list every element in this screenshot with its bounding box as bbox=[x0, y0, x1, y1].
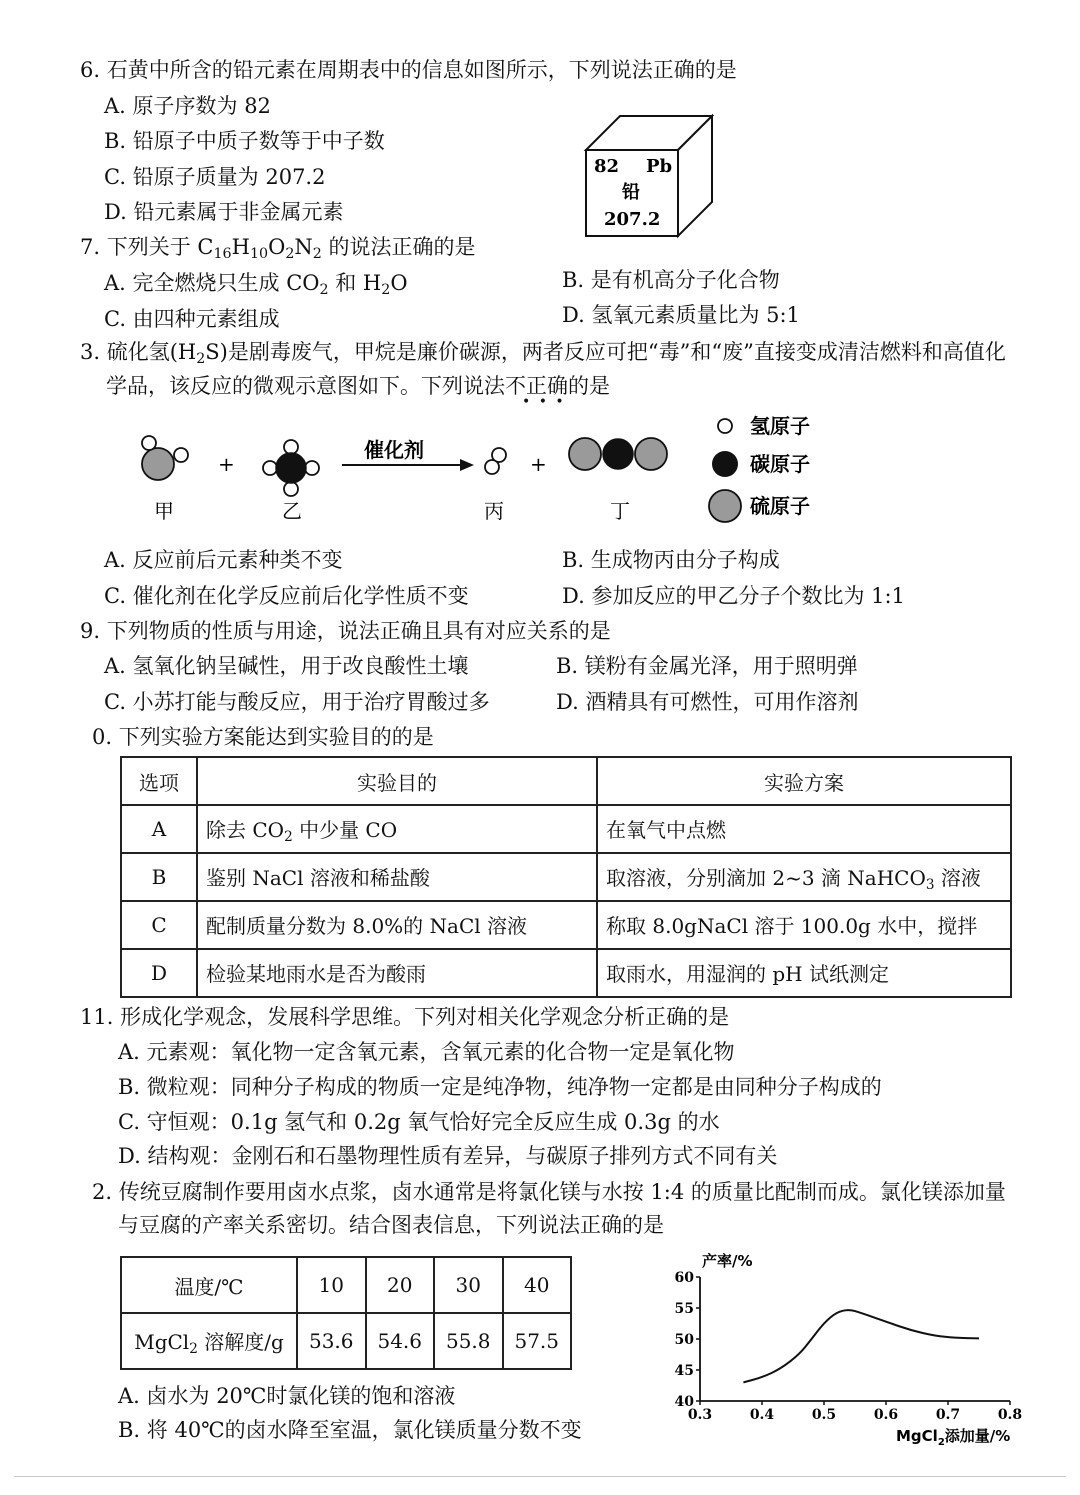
table-row-temperature bbox=[121, 1257, 571, 1313]
table-row bbox=[121, 805, 1011, 853]
table-row bbox=[121, 901, 1011, 949]
q7-option-a: A. 完全燃烧只生成 $CO_2$ 和 $H_2O$ bbox=[104, 271, 408, 298]
table-row bbox=[121, 853, 1011, 901]
temperature-cell: 10 bbox=[297, 1257, 366, 1313]
atom-legend bbox=[700, 405, 850, 530]
q6-stem: 6. 石黄中所含的铅元素在周期表中的信息如图所示，下列说法正确的是 bbox=[80, 58, 737, 82]
q11-option-d: D. 结构观：金刚石和石墨物理性质有差异，与碳原子排列方式不同有关 bbox=[118, 1144, 778, 1168]
q12-option-b: B. 将 40℃的卤水降至室温，氯化镁质量分数不变 bbox=[118, 1418, 582, 1442]
temperature-cell: 40 bbox=[503, 1257, 572, 1313]
q8-option-d: D. 参加反应的甲乙分子个数比为 1:1 bbox=[562, 584, 905, 608]
x-tick-label: 0.3 bbox=[687, 1407, 713, 1423]
molecule-yi bbox=[263, 440, 319, 496]
element-number: 82 bbox=[594, 156, 620, 177]
temperature-cell: 20 bbox=[366, 1257, 435, 1313]
element-name: 铅 bbox=[622, 182, 640, 203]
q8-option-a: A. 反应前后元素种类不变 bbox=[104, 548, 343, 572]
q10-stem: 0. 下列实验方案能达到实验目的的是 bbox=[92, 725, 434, 749]
q6-option-b: B. 铅原子中质子数等于中子数 bbox=[104, 129, 385, 153]
q9-option-b: B. 镁粉有金属光泽，用于照明弹 bbox=[556, 654, 858, 678]
q11-stem: 11. 形成化学观念，发展科学思维。下列对相关化学观念分析正确的是 bbox=[80, 1005, 730, 1029]
reaction-diagram bbox=[130, 405, 690, 530]
solubility-cell: 53.6 bbox=[297, 1313, 366, 1369]
row-aim: 检验某地雨水是否为酸雨 bbox=[197, 949, 597, 997]
element-mass: 207.2 bbox=[604, 209, 661, 230]
yield-series-line bbox=[743, 1310, 979, 1382]
plus-sign-1: + bbox=[218, 452, 235, 476]
table-header-row bbox=[121, 757, 1011, 805]
molecule-jia bbox=[142, 436, 188, 480]
x-tick-label: 0.5 bbox=[811, 1407, 837, 1423]
row-plan: 在氧气中点燃 bbox=[597, 805, 1011, 853]
q11-option-b: B. 微粒观：同种分子构成的物质一定是纯净物，纯净物一定都是由同种分子构成的 bbox=[118, 1075, 882, 1099]
q8-stem-line2: 学品，该反应的微观示意图如下。下列说法不正确的是 bbox=[106, 374, 610, 398]
emphasis-dots: • • • bbox=[522, 394, 566, 410]
table-row bbox=[121, 949, 1011, 997]
molecule-bing bbox=[485, 448, 506, 474]
y-tick-label: 55 bbox=[674, 1301, 694, 1317]
solubility-cell: 55.8 bbox=[434, 1313, 503, 1369]
q6-option-a: A. 原子序数为 82 bbox=[104, 94, 271, 118]
label-bing: 丙 bbox=[484, 499, 504, 523]
row-aim: 除去 $CO_2$ 中少量 CO bbox=[197, 805, 597, 853]
header-aim: 实验目的 bbox=[197, 757, 597, 805]
q7-option-d: D. 氢氧元素质量比为 5:1 bbox=[562, 303, 800, 327]
q12-stem-line2: 与豆腐的产率关系密切。结合图表信息，下列说法正确的是 bbox=[118, 1213, 664, 1237]
row-option: A bbox=[121, 805, 197, 853]
y-tick-label: 50 bbox=[674, 1332, 694, 1348]
plus-sign-2: + bbox=[530, 452, 547, 476]
q6-option-c: C. 铅原子质量为 207.2 bbox=[104, 165, 326, 189]
label-ding: 丁 bbox=[610, 499, 630, 523]
x-axis-label: MgCl$_2$添加量/% bbox=[896, 1427, 1011, 1448]
solubility-cell: 57.5 bbox=[503, 1313, 572, 1369]
row-plan: 称取 8.0gNaCl 溶于 100.0g 水中，搅拌 bbox=[597, 901, 1011, 949]
q8-option-b: B. 生成物丙由分子构成 bbox=[562, 548, 780, 572]
x-tick-label: 0.4 bbox=[749, 1407, 775, 1423]
row-aim: 鉴别 NaCl 溶液和稀盐酸 bbox=[197, 853, 597, 901]
y-axis-label: 产率/% bbox=[702, 1252, 753, 1270]
q7-option-c: C. 由四种元素组成 bbox=[104, 307, 280, 331]
row-aim: 配制质量分数为 8.0%的 NaCl 溶液 bbox=[197, 901, 597, 949]
header-option: 选项 bbox=[121, 757, 197, 805]
q8-stem-line1: 3. 硫化氢$(H_2S)$是剧毒废气，甲烷是廉价碳源，两者反应可把“毒”和“废”直接变成清洁燃料和高值化 bbox=[80, 340, 1006, 367]
element-cube bbox=[580, 110, 720, 240]
legend-carbon: 碳原子 bbox=[750, 452, 810, 476]
q8-option-c: C. 催化剂在化学反应前后化学性质不变 bbox=[104, 584, 469, 608]
solubility-table bbox=[120, 1256, 572, 1370]
table-row-solubility bbox=[121, 1313, 571, 1369]
q7-stem: 7. 下列关于 $C_{16}H_{10}O_2N_2$ 的说法正确的是 bbox=[80, 235, 476, 262]
row-plan: 取溶液，分别滴加 2~3 滴 NaHCO$_3$ 溶液 bbox=[597, 853, 1011, 901]
q11-option-c: C. 守恒观：0.1g 氢气和 0.2g 氧气恰好完全反应生成 0.3g 的水 bbox=[118, 1110, 720, 1134]
q7-option-b: B. 是有机高分子化合物 bbox=[562, 268, 780, 292]
y-tick-label: 60 bbox=[674, 1270, 694, 1286]
row-plan: 取雨水，用湿润的 pH 试纸测定 bbox=[597, 949, 1011, 997]
y-tick-label: 40 bbox=[674, 1394, 694, 1410]
q6-option-d: D. 铅元素属于非金属元素 bbox=[104, 200, 344, 224]
solubility-cell: 54.6 bbox=[366, 1313, 435, 1369]
row-option: B bbox=[121, 853, 197, 901]
x-tick-label: 0.6 bbox=[873, 1407, 899, 1423]
legend-sulfur: 硫原子 bbox=[750, 494, 810, 518]
q12-option-a: A. 卤水为 20℃时氯化镁的饱和溶液 bbox=[118, 1384, 456, 1408]
x-tick-label: 0.7 bbox=[935, 1407, 961, 1423]
row-option: D bbox=[121, 949, 197, 997]
x-tick-label: 0.8 bbox=[997, 1407, 1023, 1423]
yield-chart bbox=[670, 1245, 1050, 1450]
temperature-cell: 30 bbox=[434, 1257, 503, 1313]
header-plan: 实验方案 bbox=[597, 757, 1011, 805]
experiment-table bbox=[120, 756, 1012, 998]
element-symbol: Pb bbox=[646, 156, 673, 177]
label-yi: 乙 bbox=[282, 499, 302, 523]
q9-option-d: D. 酒精具有可燃性，可用作溶剂 bbox=[556, 690, 859, 714]
q12-stem-line1: 2. 传统豆腐制作要用卤水点浆，卤水通常是将氯化镁与水按 1:4 的质量比配制而成。氯化镁添加量 bbox=[92, 1180, 1006, 1204]
label-jia: 甲 bbox=[154, 499, 174, 523]
q9-option-a: A. 氢氧化钠呈碱性，用于改良酸性土壤 bbox=[104, 654, 469, 678]
legend-hydrogen: 氢原子 bbox=[750, 414, 810, 438]
row-option: C bbox=[121, 901, 197, 949]
solubility-label: MgCl$_2$ 溶解度/g bbox=[121, 1313, 297, 1369]
q9-option-c: C. 小苏打能与酸反应，用于治疗胃酸过多 bbox=[104, 690, 490, 714]
temperature-label: 温度/℃ bbox=[121, 1257, 297, 1313]
catalyst-label: 催化剂 bbox=[364, 438, 424, 462]
q11-option-a: A. 元素观：氧化物一定含氧元素，含氧元素的化合物一定是氧化物 bbox=[118, 1040, 735, 1064]
molecule-ding bbox=[569, 438, 667, 470]
y-tick-label: 45 bbox=[674, 1363, 694, 1379]
page-edge-line bbox=[14, 1476, 1066, 1477]
q9-stem: 9. 下列物质的性质与用途，说法正确且具有对应关系的是 bbox=[80, 619, 611, 643]
